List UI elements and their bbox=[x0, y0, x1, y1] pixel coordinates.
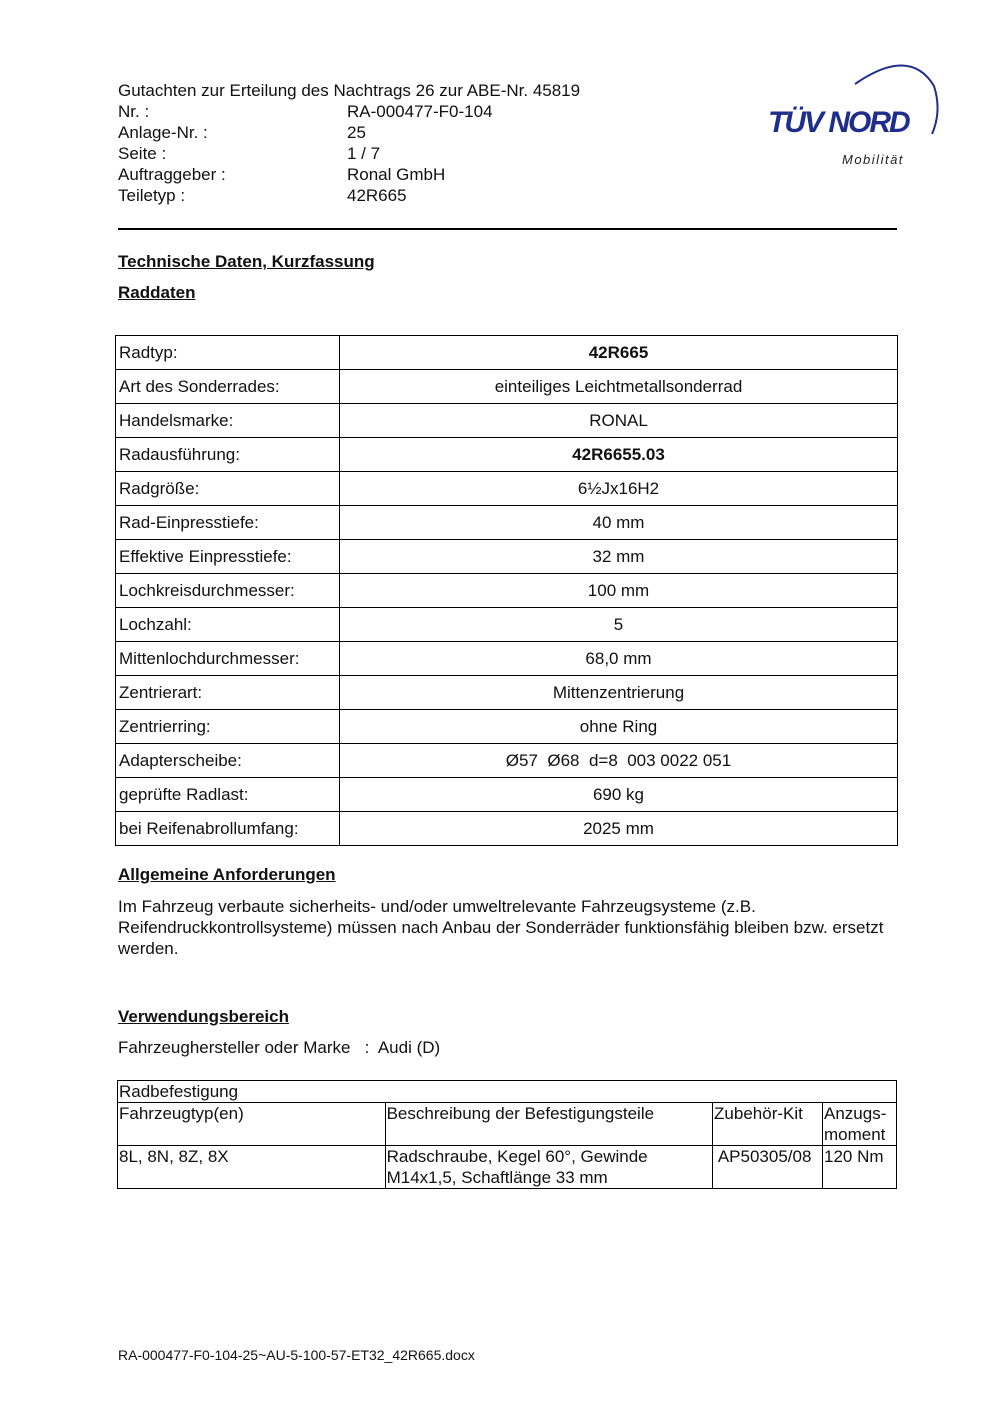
heading-technische-daten: Technische Daten, Kurzfassung bbox=[118, 252, 375, 271]
table-row bbox=[116, 778, 898, 812]
row-label: Zentrierring: bbox=[116, 710, 340, 744]
fixing-cell: AP50305/08 bbox=[713, 1146, 823, 1189]
row-label: Radgröße: bbox=[116, 472, 340, 506]
row-label: bei Reifenabrollumfang: bbox=[116, 812, 340, 846]
row-label: geprüfte Radlast: bbox=[116, 778, 340, 812]
row-value: 690 kg bbox=[340, 778, 898, 812]
field-label: Nr. : bbox=[118, 102, 150, 121]
row-label: Effektive Einpresstiefe: bbox=[116, 540, 340, 574]
heading-raddaten: Raddaten bbox=[118, 283, 196, 302]
row-value: Ø57 Ø68 d=8 003 0022 051 bbox=[340, 744, 898, 778]
row-value: 2025 mm bbox=[340, 812, 898, 846]
table-row bbox=[116, 438, 898, 472]
table-row bbox=[116, 574, 898, 608]
row-label: Lochkreisdurchmesser: bbox=[116, 574, 340, 608]
row-label: Mittenlochdurchmesser: bbox=[116, 642, 340, 676]
row-value: RONAL bbox=[340, 404, 898, 438]
fixing-cell: 120 Nm bbox=[823, 1146, 897, 1189]
fixing-cell: Radschraube, Kegel 60°, Gewinde M14x1,5, Schaftlänge 33 mm bbox=[385, 1146, 712, 1189]
row-label: Rad-Einpresstiefe: bbox=[116, 506, 340, 540]
header-field-nr bbox=[118, 101, 580, 122]
table-row bbox=[116, 676, 898, 710]
row-value: 100 mm bbox=[340, 574, 898, 608]
header-field-anlage bbox=[118, 122, 580, 143]
wheel-data-table bbox=[115, 335, 898, 846]
table-row bbox=[116, 506, 898, 540]
field-label: Seite : bbox=[118, 144, 167, 163]
logo-subtitle: Mobilität bbox=[842, 152, 904, 167]
allgemein-paragraph: Im Fahrzeug verbaute sicherheits- und/oder umweltrelevante Fahrzeugsysteme (z.B. Reifendruckkontrollsysteme) müssen nach Anbau der Sonderräder funktionsfähig bleiben bzw. ersetzt werden. bbox=[118, 897, 884, 958]
row-value: 32 mm bbox=[340, 540, 898, 574]
fixing-table bbox=[117, 1080, 897, 1189]
heading-verwendungsbereich: Verwendungsbereich bbox=[118, 1007, 289, 1026]
fixing-cell: 8L, 8N, 8Z, 8X bbox=[118, 1146, 386, 1189]
table-row bbox=[116, 540, 898, 574]
field-label: Anlage-Nr. : bbox=[118, 123, 208, 142]
document-title: Gutachten zur Erteilung des Nachtrags 26 zur ABE-Nr. 45819 bbox=[118, 81, 581, 100]
fixing-table-caption: Radbefestigung bbox=[118, 1081, 897, 1103]
vehicle-make-line: Fahrzeughersteller oder Marke : Audi (D) bbox=[118, 1038, 441, 1057]
row-value: ohne Ring bbox=[340, 710, 898, 744]
table-row bbox=[116, 472, 898, 506]
fixing-header-cell: Zubehör-Kit bbox=[713, 1103, 823, 1146]
table-row bbox=[116, 336, 898, 370]
row-value: 68,0 mm bbox=[340, 642, 898, 676]
table-row bbox=[116, 608, 898, 642]
table-row bbox=[116, 710, 898, 744]
tuv-nord-logo bbox=[760, 56, 950, 176]
header-divider bbox=[118, 228, 897, 230]
table-row bbox=[116, 744, 898, 778]
fixing-header-cell: Beschreibung der Befestigungsteile bbox=[385, 1103, 712, 1146]
row-label: Lochzahl: bbox=[116, 608, 340, 642]
table-row bbox=[116, 404, 898, 438]
header-field-teiletyp bbox=[118, 185, 580, 206]
row-label: Radausführung: bbox=[116, 438, 340, 472]
field-value: 1 / 7 bbox=[347, 144, 381, 163]
header-field-seite bbox=[118, 143, 580, 164]
table-row bbox=[116, 642, 898, 676]
field-value: 42R665 bbox=[347, 186, 407, 205]
field-label: Teiletyp : bbox=[118, 186, 186, 205]
table-row bbox=[116, 812, 898, 846]
row-value: 5 bbox=[340, 608, 898, 642]
row-label: Adapterscheibe: bbox=[116, 744, 340, 778]
heading-allgemeine-anforderungen: Allgemeine Anforderungen bbox=[118, 865, 336, 884]
row-label: Art des Sonderrades: bbox=[116, 370, 340, 404]
row-label: Zentrierart: bbox=[116, 676, 340, 710]
document-header bbox=[118, 80, 580, 206]
header-field-auftraggeber bbox=[118, 164, 580, 185]
row-label: Radtyp: bbox=[116, 336, 340, 370]
row-value: 6½Jx16H2 bbox=[340, 472, 898, 506]
row-value: einteiliges Leichtmetallsonderrad bbox=[340, 370, 898, 404]
logo-wordmark: TÜV NORD bbox=[768, 106, 909, 139]
row-label: Handelsmarke: bbox=[116, 404, 340, 438]
row-value: 40 mm bbox=[340, 506, 898, 540]
field-value: 25 bbox=[347, 123, 366, 142]
row-value: Mittenzentrierung bbox=[340, 676, 898, 710]
fixing-header-cell: Fahrzeugtyp(en) bbox=[118, 1103, 386, 1146]
table-row bbox=[116, 370, 898, 404]
footer-filename: RA-000477-F0-104-25~AU-5-100-57-ET32_42R665.docx bbox=[118, 1347, 475, 1363]
field-value: RA-000477-F0-104 bbox=[347, 102, 493, 121]
row-value: 42R665 bbox=[340, 336, 898, 370]
field-label: Auftraggeber : bbox=[118, 165, 226, 184]
fixing-header-cell: Anzugs-moment bbox=[823, 1103, 897, 1146]
row-value: 42R6655.03 bbox=[340, 438, 898, 472]
field-value: Ronal GmbH bbox=[347, 165, 446, 184]
fixing-table-row bbox=[118, 1146, 897, 1189]
